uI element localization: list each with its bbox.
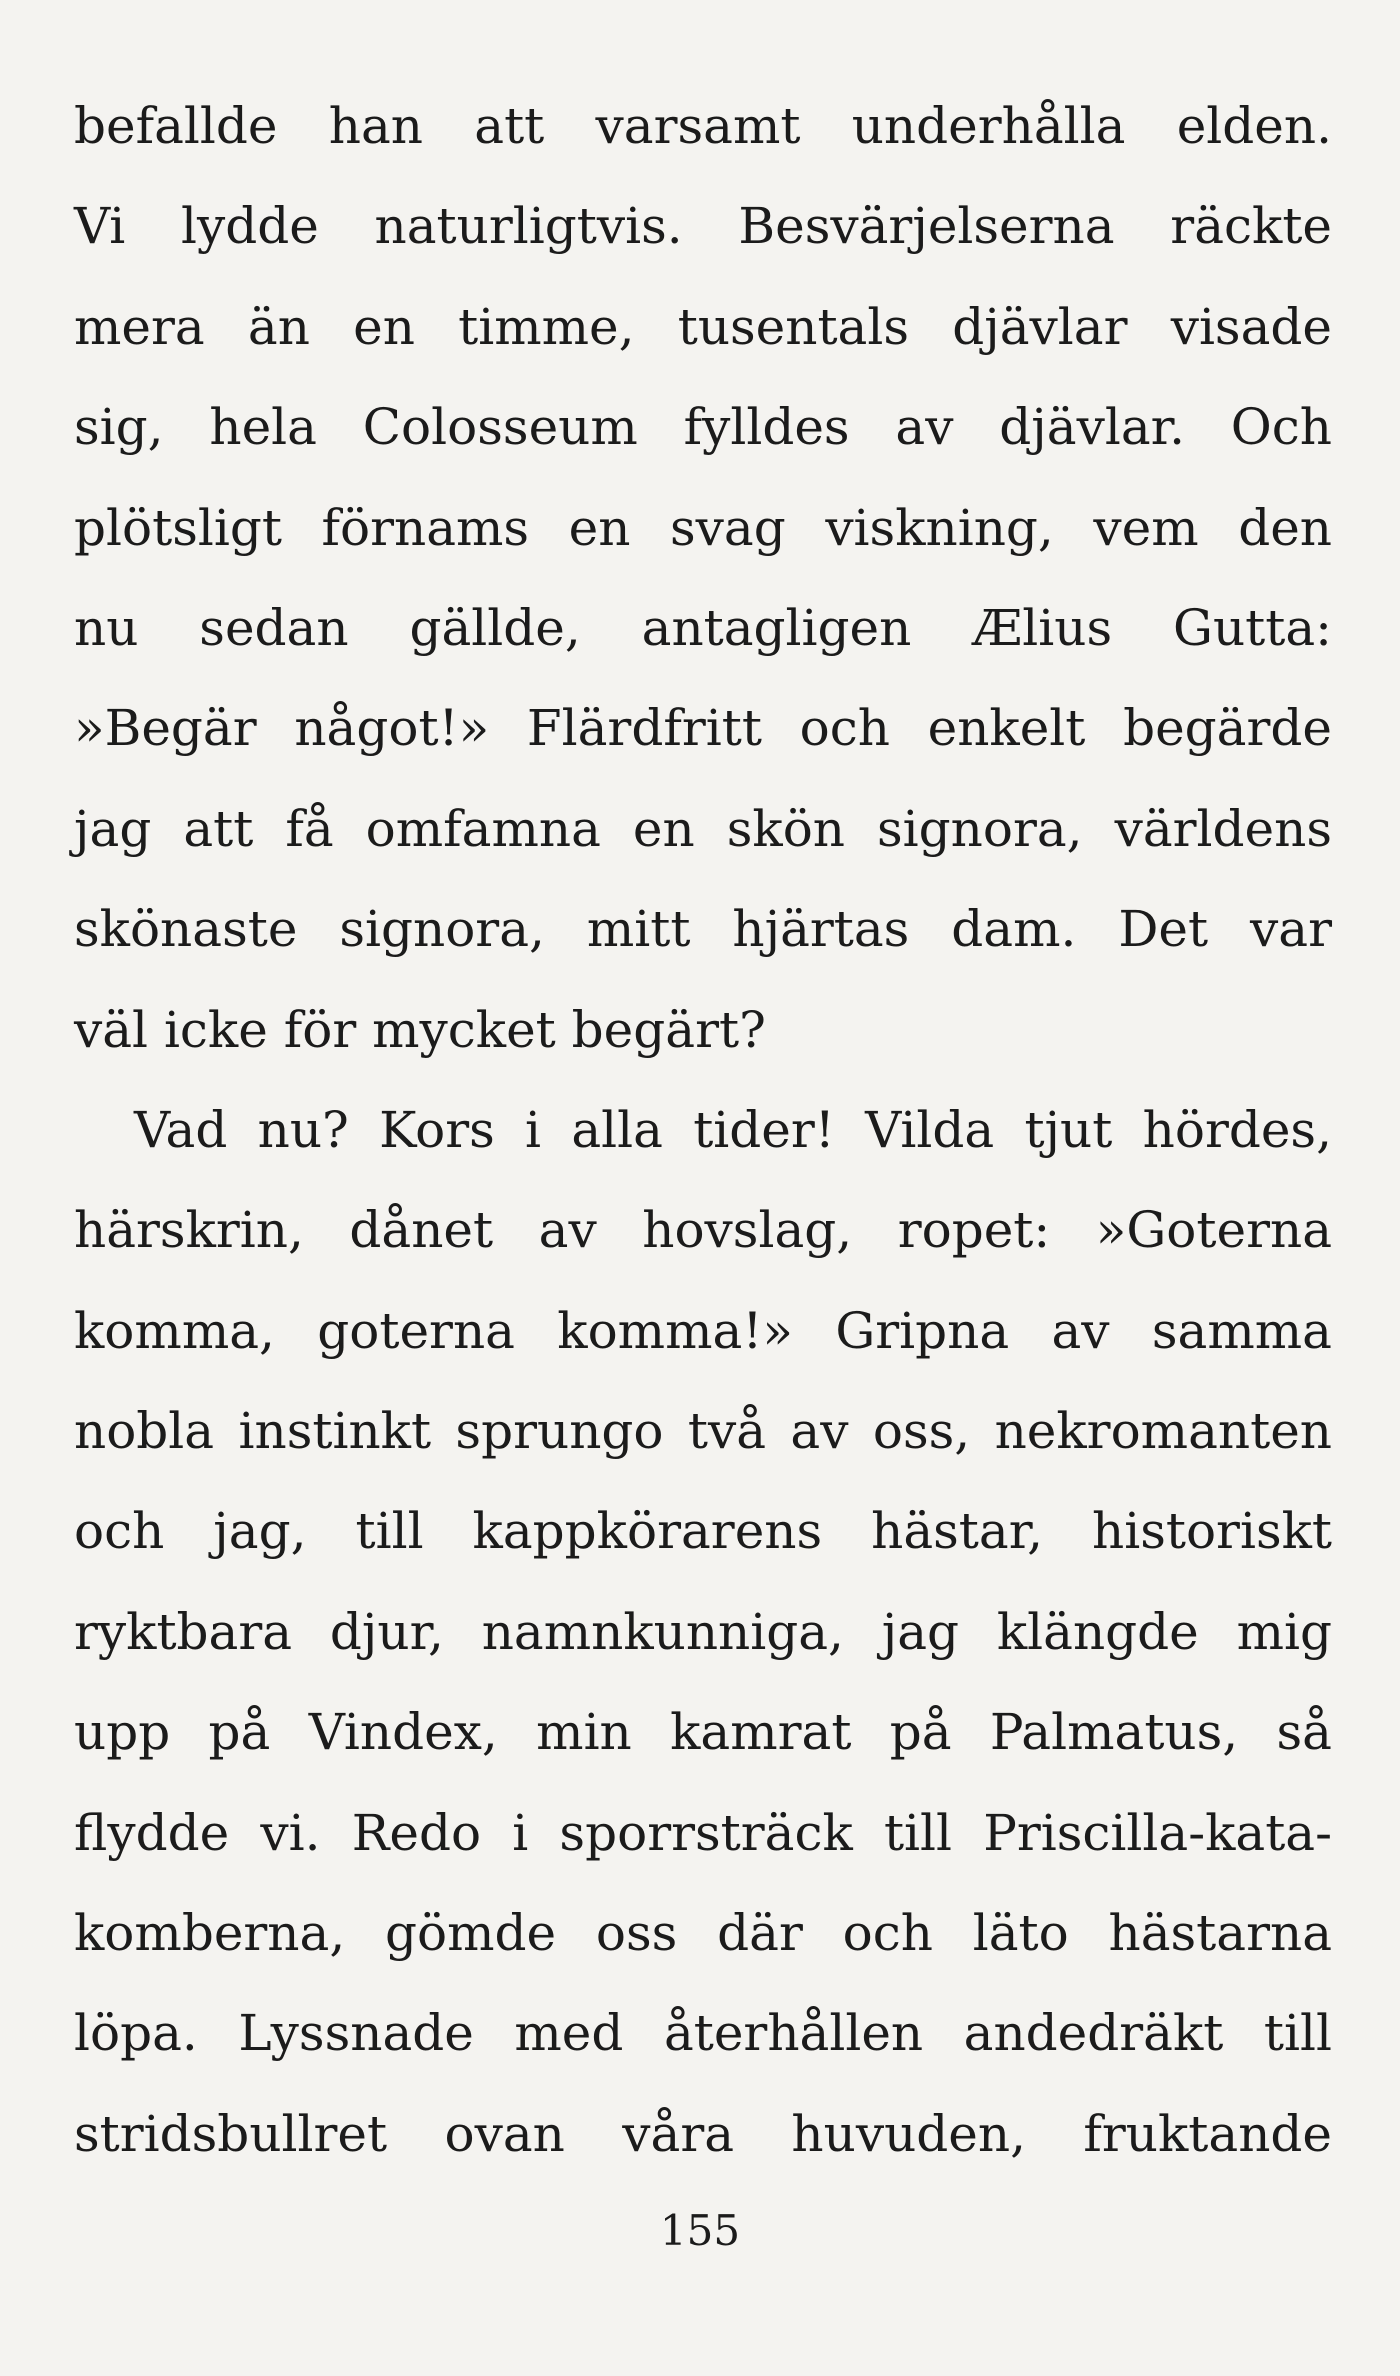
text-line: löpa. Lyssnade med återhållen andedräkt till: [74, 2004, 1332, 2063]
text-line: och jag, till kappkörarens hästar, historiskt: [74, 1502, 1332, 1561]
text-line: flydde vi. Redo i sporrsträck till Priscilla-kata-: [74, 1803, 1332, 1862]
text-line: komberna, gömde oss där och läto hästarna: [74, 1904, 1332, 1963]
text-line: sig, hela Colosseum fylldes av djävlar. Och: [74, 398, 1332, 457]
text-line: skönaste signora, mitt hjärtas dam. Det var: [74, 900, 1332, 959]
paragraph-end-line: väl icke för mycket begärt?: [74, 1000, 766, 1059]
text-line: plötsligt förnams en svag viskning, vem den: [74, 498, 1332, 557]
text-line: upp på Vindex, min kamrat på Palmatus, så: [74, 1703, 1332, 1762]
page-number: 155: [659, 2206, 741, 2255]
text-line: härskrin, dånet av hovslag, ropet: »Goterna: [74, 1201, 1332, 1260]
text-line: »Begär något!» Flärdfritt och enkelt begärde: [74, 699, 1332, 758]
paragraph-start-line: Vad nu? Kors i alla tider! Vilda tjut hördes,: [134, 1100, 1332, 1159]
text-line: komma, goterna komma!» Gripna av samma: [74, 1301, 1332, 1360]
text-line: nobla instinkt sprungo två av oss, nekromanten: [74, 1402, 1332, 1461]
text-line: mera än en timme, tusentals djävlar visade: [74, 297, 1332, 356]
body-text: [74, 76, 1332, 2184]
text-line: befallde han att varsamt underhålla elden.: [74, 97, 1332, 155]
text-line: stridsbullret ovan våra huvuden, fruktande: [74, 2104, 1332, 2163]
text-line: jag att få omfamna en skön signora, världens: [74, 799, 1332, 858]
text-line: nu sedan gällde, antagligen Ælius Gutta:: [74, 598, 1332, 657]
text-line: Vi lydde naturligtvis. Besvärjelserna räckte: [74, 197, 1332, 256]
text-line: ryktbara djur, namnkunniga, jag klängde mig: [74, 1602, 1332, 1661]
